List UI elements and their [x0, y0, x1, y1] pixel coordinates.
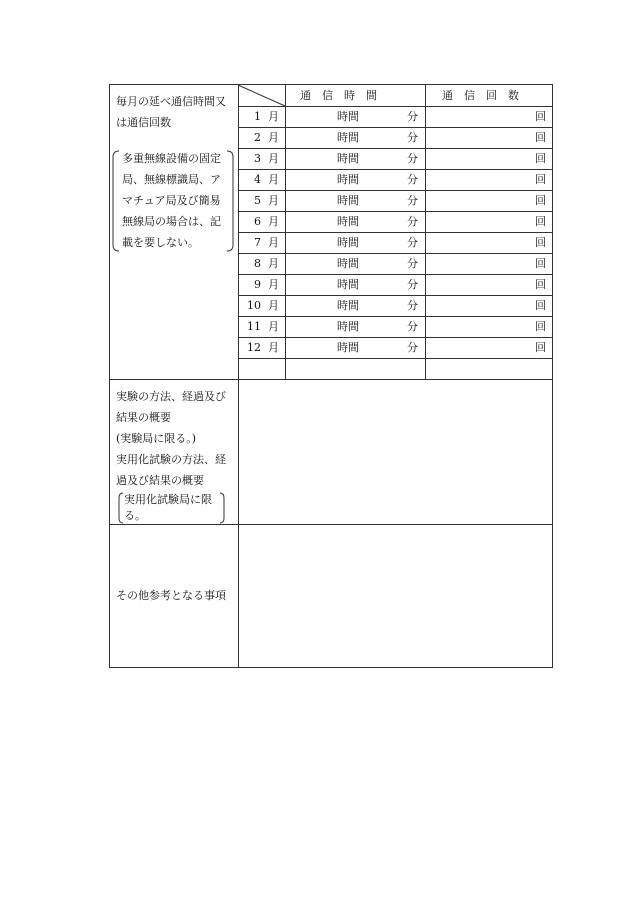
month-unit: 月: [268, 257, 279, 270]
hours-unit: 時間: [337, 215, 359, 228]
section2-note-line2: る。: [124, 509, 146, 522]
times-unit: 回: [535, 257, 546, 270]
header-time: 通 信 時 間: [300, 89, 377, 102]
month-number: 10: [247, 299, 261, 312]
row-separator: [238, 211, 553, 212]
hours-unit: 時間: [337, 152, 359, 165]
hours-unit: 時間: [337, 194, 359, 207]
section1-note-bracket-left: [112, 151, 120, 251]
minutes-unit: 分: [407, 278, 418, 291]
section3-title: その他参考となる事項: [116, 589, 226, 602]
hours-unit: 時間: [337, 131, 359, 144]
times-unit: 回: [535, 173, 546, 186]
times-unit: 回: [535, 341, 546, 354]
month-unit: 月: [268, 341, 279, 354]
minutes-unit: 分: [407, 236, 418, 249]
section2-line2: 結果の概要: [116, 411, 171, 424]
times-unit: 回: [535, 320, 546, 333]
section2-line3: (実験局に限る。): [116, 432, 197, 445]
row-separator: [238, 106, 553, 107]
row-separator: [238, 274, 553, 275]
times-unit: 回: [535, 131, 546, 144]
section2-note-line1: 実用化試験局に限: [124, 493, 212, 506]
row-separator: [238, 232, 553, 233]
hours-unit: 時間: [337, 278, 359, 291]
times-unit: 回: [535, 110, 546, 123]
month-unit: 月: [268, 236, 279, 249]
month-number: 2: [254, 131, 261, 144]
month-number: 7: [254, 236, 261, 249]
times-unit: 回: [535, 215, 546, 228]
month-number: 1: [254, 110, 261, 123]
row-separator: [238, 253, 553, 254]
month-unit: 月: [268, 194, 279, 207]
month-unit: 月: [268, 131, 279, 144]
month-unit: 月: [268, 299, 279, 312]
month-number: 9: [254, 278, 261, 291]
minutes-unit: 分: [407, 257, 418, 270]
times-unit: 回: [535, 299, 546, 312]
month-number: 11: [247, 320, 261, 333]
month-number: 4: [254, 173, 261, 186]
section2-bottom: [110, 524, 553, 525]
header-diagonal: [238, 85, 285, 106]
section2-line1: 実験の方法、経過及び: [116, 390, 226, 403]
divider-main: [238, 85, 239, 668]
header-count: 通 信 回 数: [442, 89, 519, 102]
minutes-unit: 分: [407, 341, 418, 354]
row-separator: [238, 169, 553, 170]
row-separator: [238, 190, 553, 191]
hours-unit: 時間: [337, 320, 359, 333]
minutes-unit: 分: [407, 110, 418, 123]
row-separator: [238, 295, 553, 296]
times-unit: 回: [535, 194, 546, 207]
minutes-unit: 分: [407, 131, 418, 144]
month-unit: 月: [268, 173, 279, 186]
hours-unit: 時間: [337, 257, 359, 270]
times-unit: 回: [535, 236, 546, 249]
section2-note-bracket-right: [220, 493, 226, 523]
section2-line4: 実用化試験の方法、経: [116, 453, 226, 466]
month-unit: 月: [268, 278, 279, 291]
row-separator: [238, 358, 553, 359]
row-separator: [238, 127, 553, 128]
report-form: [109, 84, 553, 668]
hours-unit: 時間: [337, 236, 359, 249]
month-number: 5: [254, 194, 261, 207]
month-unit: 月: [268, 110, 279, 123]
minutes-unit: 分: [407, 299, 418, 312]
minutes-unit: 分: [407, 194, 418, 207]
month-unit: 月: [268, 152, 279, 165]
row-separator: [238, 337, 553, 338]
month-number: 3: [254, 152, 261, 165]
section1-note-line3: マチュア局及び簡易: [122, 194, 221, 207]
minutes-unit: 分: [407, 320, 418, 333]
row-separator: [238, 148, 553, 149]
section1-note-line5: 載を要しない。: [122, 236, 199, 249]
section1-bottom: [110, 379, 553, 380]
minutes-unit: 分: [407, 173, 418, 186]
month-number: 6: [254, 215, 261, 228]
section1-title-line1: 毎月の延べ通信時間又: [116, 95, 226, 108]
month-unit: 月: [268, 215, 279, 228]
section1-note-line2: 局、無線標識局、ア: [122, 173, 221, 186]
section1-note-line4: 無線局の場合は、記: [122, 215, 221, 228]
hours-unit: 時間: [337, 173, 359, 186]
section1-note-line1: 多重無線設備の固定: [122, 152, 221, 165]
month-number: 8: [254, 257, 261, 270]
minutes-unit: 分: [407, 215, 418, 228]
hours-unit: 時間: [337, 299, 359, 312]
minutes-unit: 分: [407, 152, 418, 165]
section1-note-bracket-right: [227, 151, 235, 251]
section1-title-line2: は通信回数: [116, 116, 171, 129]
section2-line5: 過及び結果の概要: [116, 474, 204, 487]
hours-unit: 時間: [337, 110, 359, 123]
times-unit: 回: [535, 278, 546, 291]
times-unit: 回: [535, 152, 546, 165]
month-number: 12: [247, 341, 261, 354]
row-separator: [238, 316, 553, 317]
month-unit: 月: [268, 320, 279, 333]
hours-unit: 時間: [337, 341, 359, 354]
